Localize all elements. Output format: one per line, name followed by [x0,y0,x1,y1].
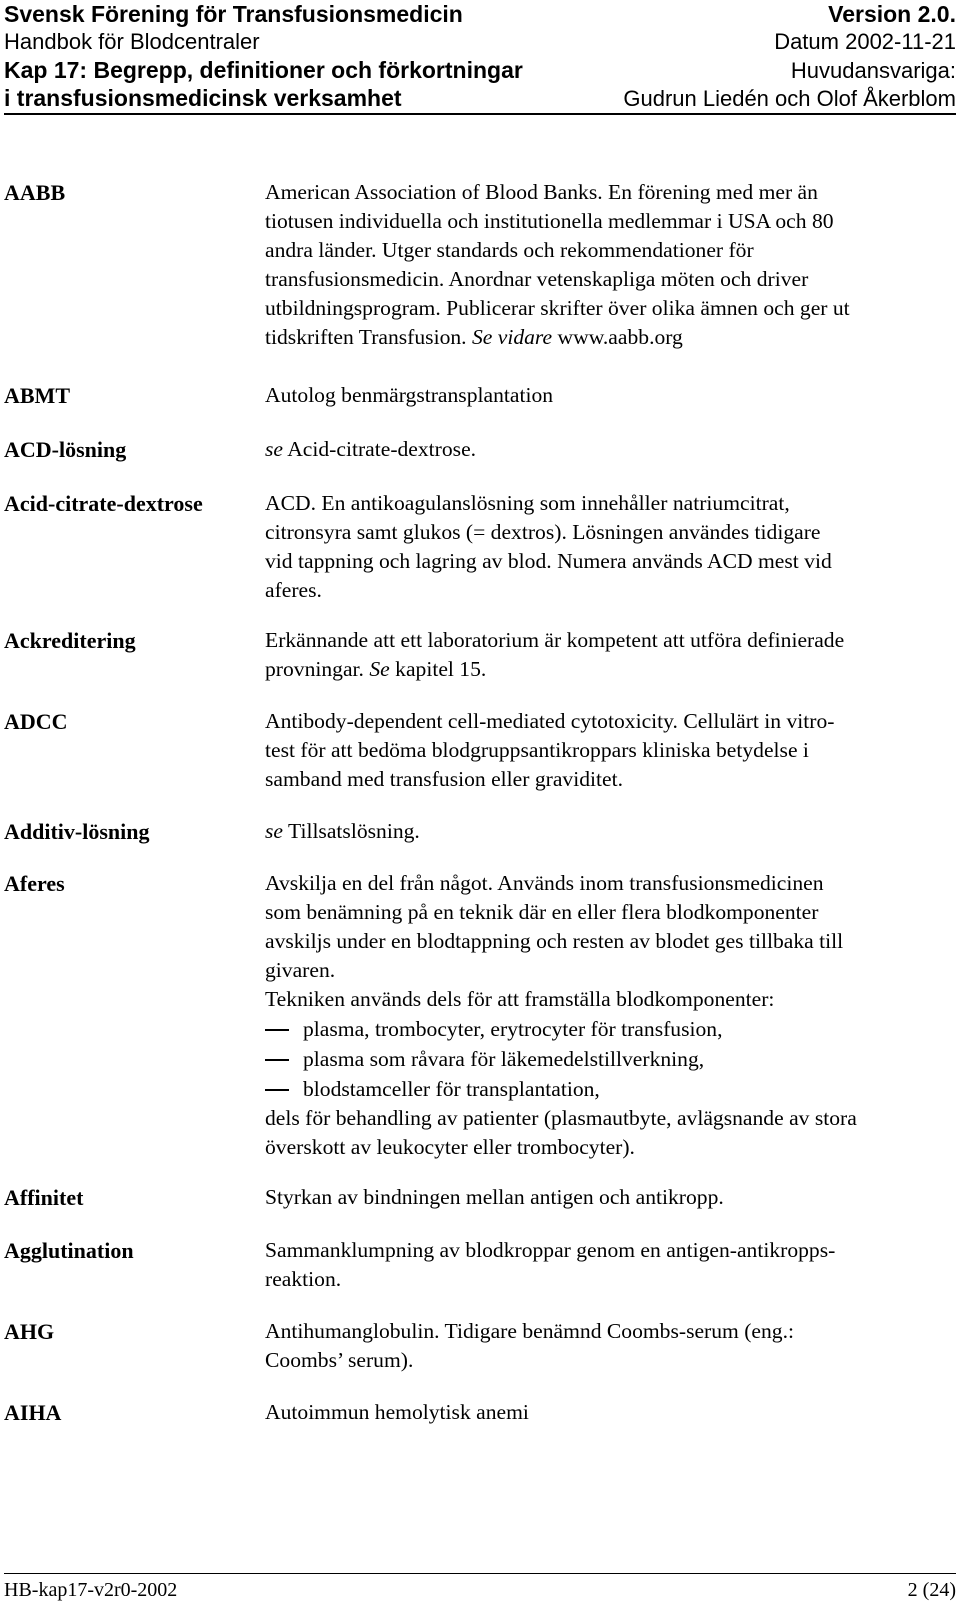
glossary-definition [265,626,960,684]
definition-line: ACD. En antikoagulanslösning som innehåller natriumcitrat, [265,491,790,515]
header-row-4 [4,84,956,112]
glossary-definition [265,381,960,410]
definition-line: transfusionsmedicin. Anordnar vetenskapliga möten och driver [265,267,809,291]
glossary-term: Aferes [4,871,65,896]
footer-doc-id: HB-kap17-v2r0-2002 [4,1579,178,1601]
dash-list-item-text: blodstamceller för transplantation, [303,1077,600,1101]
definition-line [265,435,960,464]
glossary-definition [265,1317,960,1375]
dash-bullet-icon [265,1014,303,1044]
definition-line: Antihumanglobulin. Tidigare benämnd Coombs-serum (eng.: [265,1319,795,1343]
header-chapter-line2: i transfusionsmedicinsk verksamhet [4,85,402,111]
header-chapter-line1: Kap 17: Begrepp, definitioner och förkortningar [4,57,523,83]
definition-line: aferes. [265,578,322,602]
header-responsible-label: Huvudansvariga: [790,58,956,83]
header-date: Datum 2002-11-21 [774,29,956,54]
definition-line: utbildningsprogram. Publicerar skrifter över olika ämnen och ger ut [265,296,850,320]
definition-line: andra länder. Utger standards och rekommendationer för [265,238,754,262]
definition-line: American Association of Blood Banks. En förening med mer än [265,180,818,204]
definition-line: test för att bedöma blodgruppsantikroppars kliniska betydelse i [265,738,809,762]
definition-text: Acid-citrate-dextrose. [283,437,477,461]
dash-list-item-text: plasma, trombocyter, erytrocyter för transfusion, [303,1017,723,1041]
website-link-text: www.aabb.org [552,325,683,349]
definition-line: Autolog benmärgstransplantation [265,383,554,407]
definition-line [265,323,960,352]
glossary-definition [265,489,960,605]
glossary-term: ACD-lösning [4,437,127,462]
header-org: Svensk Förening för Transfusionsmedicin [4,1,463,27]
header-row-3 [4,56,956,84]
definition-line: Avskilja en del från något. Används inom transfusionsmedicinen [265,871,824,895]
dash-list-item [265,1074,960,1104]
footer-divider [4,1573,956,1574]
definition-line: Styrkan av bindningen mellan antigen och antikropp. [265,1185,724,1209]
definition-line: överskott av leukocyter eller trombocyter). [265,1135,635,1159]
glossary-term: AIHA [4,1400,62,1425]
definition-line: Antibody-dependent cell-mediated cytotoxicity. Cellulärt in vitro- [265,709,835,733]
glossary-definition [265,435,960,464]
glossary-term: AABB [4,180,66,205]
glossary-term: Additiv-lösning [4,819,150,844]
header-divider [4,113,956,115]
glossary-term: Agglutination [4,1238,134,1263]
cross-reference-italic: se [265,437,283,461]
cross-reference-italic: Se vidare [471,325,553,349]
glossary-term: Ackreditering [4,628,136,653]
glossary-definition [265,707,960,794]
cross-reference-italic: Se [369,657,390,681]
glossary-definition [265,1236,960,1294]
definition-line: givaren. [265,958,336,982]
glossary-term: ADCC [4,709,68,734]
definition-line: Sammanklumpning av blodkroppar genom en antigen-antikropps- [265,1238,836,1262]
definition-line: tiotusen individuella och institutionella medlemmar i USA och 80 [265,209,834,233]
definition-line: Coombs’ serum). [265,1348,414,1372]
glossary-term: ABMT [4,383,70,408]
cross-reference-italic: se [265,819,283,843]
header-responsible-names: Gudrun Liedén och Olof Åkerblom [623,86,956,111]
definition-line: dels för behandling av patienter (plasmautbyte, avlägsnande av stora [265,1106,857,1130]
page-footer [4,1578,956,1602]
definition-text: provningar. [265,657,370,681]
header-row-1 [4,0,956,28]
definition-line: vid tappning och lagring av blod. Numera används ACD mest vid [265,549,832,573]
definition-line: Autoimmun hemolytisk anemi [265,1400,529,1424]
dash-list-item-text: plasma som råvara för läkemedelstillverkning, [303,1047,705,1071]
glossary-definition [265,1183,960,1212]
page-header [0,0,960,116]
glossary-term: AHG [4,1319,55,1344]
definition-line: citronsyra samt glukos (= dextros). Lösningen användes tidigare [265,520,821,544]
definition-line: reaktion. [265,1267,342,1291]
glossary-term: Acid-citrate-dextrose [4,491,203,516]
glossary-term: Affinitet [4,1185,84,1210]
definition-line: Erkännande att ett laboratorium är kompetent att utföra definierade [265,628,845,652]
glossary-definition [265,869,960,1162]
header-version: Version 2.0. [828,1,956,27]
definition-text: kapitel 15. [389,657,487,681]
definition-text: Tillsatslösning. [283,819,420,843]
footer-page-number: 2 (24) [907,1579,956,1601]
header-handbook: Handbok för Blodcentraler [4,29,260,54]
definition-line [265,817,960,846]
dash-bullet-icon [265,1044,303,1074]
definition-line: samband med transfusion eller graviditet. [265,767,623,791]
dash-list-item [265,1014,960,1044]
header-row-2 [4,28,956,56]
glossary-definition [265,817,960,846]
definition-line: Tekniken används dels för att framställa blodkomponenter: [265,987,775,1011]
glossary-definition [265,178,960,352]
dash-bullet-icon [265,1074,303,1104]
definition-line [265,655,960,684]
definition-line: avskiljs under en blodtappning och resten av blodet ges tillbaka till [265,929,844,953]
definition-text: tidskriften Transfusion. [265,325,472,349]
glossary-definition [265,1398,960,1427]
definition-line: som benämning på en teknik där en eller flera blodkomponenter [265,900,819,924]
dash-list-item [265,1044,960,1074]
